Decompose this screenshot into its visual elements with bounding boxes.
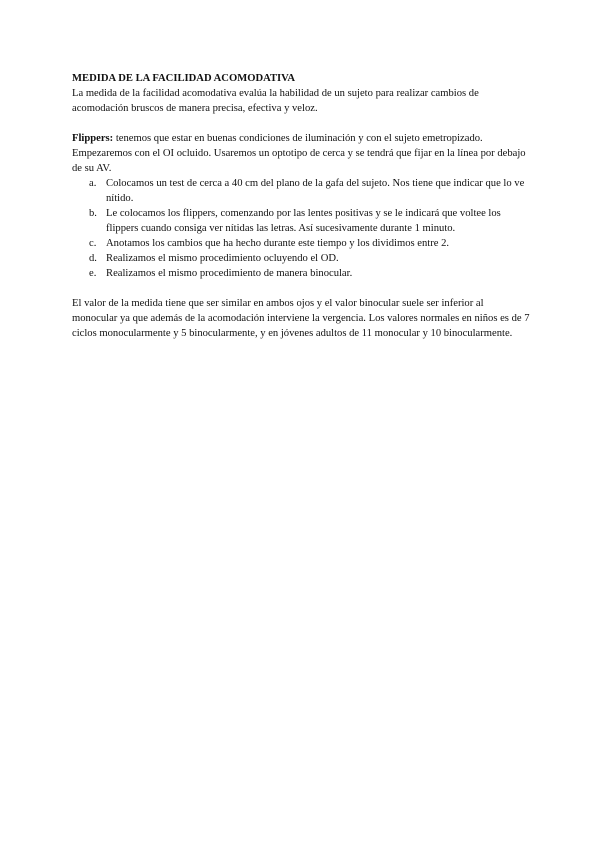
list-item-text: Anotamos los cambios que ha hecho durante este tiempo y los dividimos entre 2. xyxy=(106,238,450,249)
list-item-text: Realizamos el mismo procedimiento de manera binocular. xyxy=(106,268,353,279)
list-marker: b. xyxy=(89,208,97,219)
procedure-steps xyxy=(72,176,530,281)
flippers-label: Flippers: xyxy=(72,133,114,144)
list-marker: e. xyxy=(89,268,97,279)
list-item xyxy=(72,266,530,281)
conclusion-paragraph: El valor de la medida tiene que ser similar en ambos ojos y el valor binocular suele ser inferior al monocular ya que además de la acomodación interviene la vergencia. Los valores normales en niños es de 7 ciclos monocularmente y 5 binocularmente, y en jóvenes adultos de 11 monocular y 10 binocularmente. xyxy=(72,298,530,339)
list-marker: d. xyxy=(89,253,97,264)
flippers-paragraph xyxy=(72,131,530,176)
list-item xyxy=(72,251,530,266)
flippers-text: tenemos que estar en buenas condiciones de iluminación y con el sujeto emetropizado. Empezaremos con el OI ocluido. Usaremos un optotipo de cerca y se tendrá que fijar en la línea por debajo de su AV. xyxy=(72,133,526,174)
paragraph-spacer xyxy=(72,281,530,296)
list-marker: a. xyxy=(89,178,97,189)
paragraph-spacer xyxy=(72,116,530,131)
list-item xyxy=(72,206,530,236)
document-page xyxy=(72,71,530,341)
list-item xyxy=(72,236,530,251)
document-title: MEDIDA DE LA FACILIDAD ACOMODATIVA xyxy=(72,73,296,84)
list-item-text: Colocamos un test de cerca a 40 cm del plano de la gafa del sujeto. Nos tiene que indicar que lo ve nítido. xyxy=(106,178,525,204)
list-item-text: Realizamos el mismo procedimiento ocluyendo el OD. xyxy=(106,253,339,264)
intro-paragraph: La medida de la facilidad acomodativa evalúa la habilidad de un sujeto para realizar cambios de acomodación bruscos de manera precisa, efectiva y veloz. xyxy=(72,88,479,114)
list-item xyxy=(72,176,530,206)
list-item-text: Le colocamos los flippers, comenzando por las lentes positivas y se le indicará que voltee los flippers cuando consiga ver nítidas las letras. Así sucesivamente durante 1 minuto. xyxy=(106,208,501,234)
list-marker: c. xyxy=(89,238,97,249)
